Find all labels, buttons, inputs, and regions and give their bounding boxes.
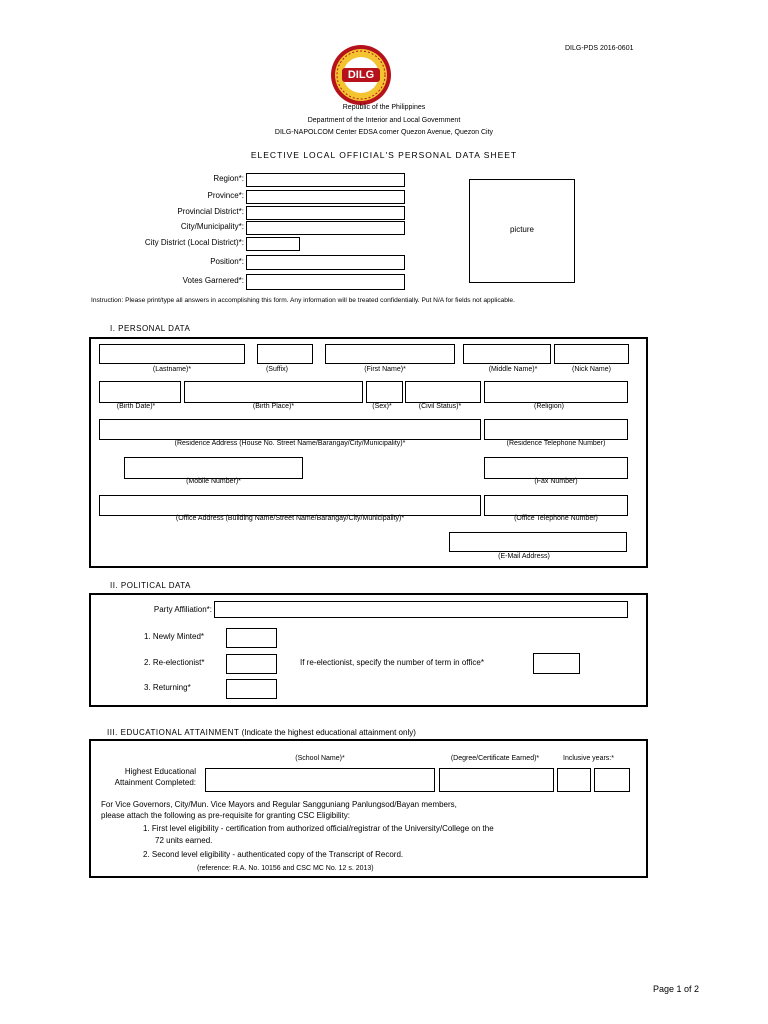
sex-input[interactable]: [366, 381, 403, 403]
document-code: DILG-PDS 2016-0601: [565, 45, 634, 52]
inclusive-years-label: Inclusive years:*: [563, 755, 614, 762]
office-tel-label: (Office Telephone Number): [514, 515, 598, 522]
eligibility-item-1-line-1: 1. First level eligibility - certification from authorized official/registrar of the University/College on the: [143, 824, 494, 833]
education-heading: [107, 728, 416, 737]
highest-education-label-1: Highest Educational: [124, 767, 196, 776]
instruction-text: Instruction: Please print/type all answers in accomplishing this form. Any information will be treated confidentially. Put N/A for fields not applicable.: [91, 297, 515, 304]
residence-address-input[interactable]: [99, 419, 481, 440]
residence-address-label: (Residence Address (House No. Street Name/Barangay/City/Municipality)*: [174, 440, 406, 447]
eligibility-note-1: For Vice Governors, City/Mun. Vice Mayors and Regular Sangguniang Panlungsod/Bayan members,: [101, 800, 457, 809]
party-label: Party Affiliation*:: [153, 605, 212, 614]
city-municipality-input[interactable]: [246, 221, 405, 235]
term-count-input[interactable]: [533, 653, 580, 674]
email-input[interactable]: [449, 532, 627, 552]
header-republic: Republic of the Philippines: [342, 104, 426, 111]
fax-input[interactable]: [484, 457, 628, 479]
nick-name-input[interactable]: [554, 344, 629, 364]
eligibility-note-2: please attach the following as pre-requisite for granting CSC Eligibility:: [101, 811, 351, 820]
returning-label: 3. Returning*: [144, 683, 191, 692]
city-district-label: City District (Local District)*:: [144, 238, 244, 247]
office-tel-input[interactable]: [484, 495, 628, 516]
logo-text: DILG: [347, 69, 375, 81]
school-name-label: (School Name)*: [295, 755, 345, 762]
year-to-input[interactable]: [594, 768, 630, 792]
degree-label: (Degree/Certificate Earned)*: [450, 755, 540, 762]
middle-name-input[interactable]: [463, 344, 551, 364]
page-title: ELECTIVE LOCAL OFFICIAL'S PERSONAL DATA SHEET: [250, 150, 518, 160]
header-address: DILG-NAPOLCOM Center EDSA corner Quezon Avenue, Quezon City: [274, 129, 494, 136]
lastname-input[interactable]: [99, 344, 245, 364]
email-label: (E-Mail Address): [498, 553, 550, 560]
page-number: Page 1 of 2: [653, 984, 700, 994]
religion-label: (Religion): [534, 403, 564, 410]
school-name-input[interactable]: [205, 768, 435, 792]
degree-input[interactable]: [439, 768, 554, 792]
suffix-label: (Suffix): [265, 366, 289, 373]
residence-tel-input[interactable]: [484, 419, 628, 440]
city-district-input[interactable]: [246, 237, 300, 251]
position-label: Position*:: [210, 257, 244, 266]
civil-status-label: (Civil Status)*: [418, 403, 462, 410]
eligibility-item-1-line-2: 72 units earned.: [155, 836, 213, 845]
city-municipality-label: City/Municipality*:: [180, 222, 244, 231]
province-label: Province*:: [207, 191, 244, 200]
dilg-logo: [330, 44, 392, 106]
suffix-input[interactable]: [257, 344, 313, 364]
civil-status-input[interactable]: [405, 381, 481, 403]
picture-label: picture: [509, 225, 534, 234]
education-heading-title: III. EDUCATIONAL ATTAINMENT: [107, 728, 240, 737]
newly-minted-label: 1. Newly Minted*: [144, 632, 205, 641]
reference-note: (reference: R.A. No. 10156 and CSC MC No. 12 s. 2013): [197, 865, 374, 872]
provincial-district-input[interactable]: [246, 206, 405, 220]
region-input[interactable]: [246, 173, 405, 187]
mobile-label: (Mobile Number)*: [186, 478, 241, 485]
party-input[interactable]: [214, 601, 628, 618]
provincial-district-label: Provincial District*:: [177, 207, 244, 216]
picture-box[interactable]: [469, 179, 575, 283]
returning-input[interactable]: [226, 679, 277, 699]
personal-data-heading: I. PERSONAL DATA: [110, 324, 191, 333]
mobile-input[interactable]: [124, 457, 303, 479]
year-from-input[interactable]: [557, 768, 591, 792]
sex-label: (Sex)*: [372, 403, 392, 410]
eligibility-item-2: 2. Second level eligibility - authenticated copy of the Transcript of Record.: [143, 850, 404, 859]
political-data-heading: II. POLITICAL DATA: [110, 581, 191, 590]
nick-name-label: (Nick Name): [572, 366, 611, 373]
reelectionist-label: 2. Re-electionist*: [144, 658, 205, 667]
birth-date-input[interactable]: [99, 381, 181, 403]
office-address-input[interactable]: [99, 495, 481, 516]
birth-date-label: (Birth Date)*: [116, 403, 156, 410]
religion-input[interactable]: [484, 381, 628, 403]
birth-place-input[interactable]: [184, 381, 363, 403]
middle-name-label: (Middle Name)*: [488, 366, 538, 373]
birth-place-label: (Birth Place)*: [252, 403, 295, 410]
term-question-label: If re-electionist, specify the number of term in office*: [300, 658, 484, 667]
votes-garnered-input[interactable]: [246, 274, 405, 290]
header-department: Department of the Interior and Local Government: [307, 117, 461, 124]
lastname-label: (Lastname)*: [152, 366, 192, 373]
first-name-input[interactable]: [325, 344, 455, 364]
votes-garnered-label: Votes Garnered*:: [182, 276, 244, 285]
region-label: Region*:: [213, 174, 244, 183]
newly-minted-input[interactable]: [226, 628, 277, 648]
province-input[interactable]: [246, 190, 405, 204]
position-input[interactable]: [246, 255, 405, 270]
highest-education-label-2: Attainment Completed:: [114, 778, 196, 787]
office-address-label: (Office Address (Building Name/Street Name/Barangay/City/Municipality)*: [175, 515, 405, 522]
residence-tel-label: (Residence Telephone Number): [506, 440, 606, 447]
first-name-label: (First Name)*: [364, 366, 406, 373]
education-heading-note: (Indicate the highest educational attainment only): [241, 728, 416, 737]
reelectionist-input[interactable]: [226, 654, 277, 674]
fax-label: (Fax Number): [534, 478, 578, 485]
